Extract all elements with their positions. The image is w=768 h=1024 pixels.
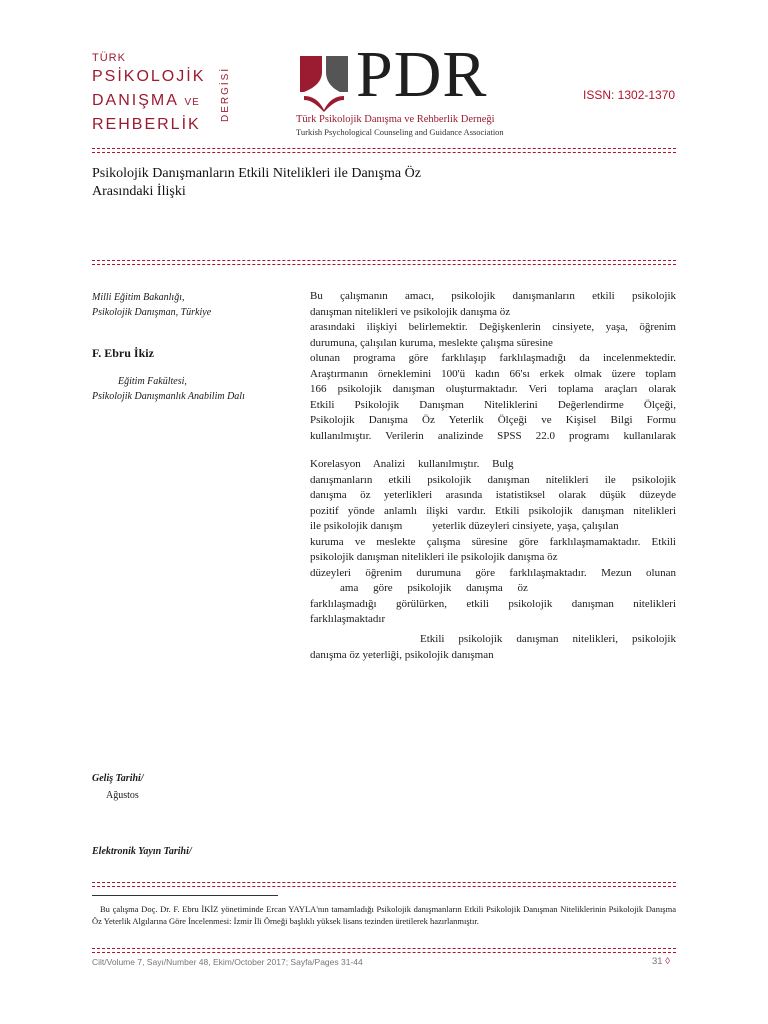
received-date-value: Ağustos	[106, 790, 139, 801]
keywords	[310, 632, 676, 663]
affiliation-2	[92, 374, 245, 404]
abstract-line: farklılaşmaktadır	[310, 613, 386, 625]
abstract-fragment: yeterlik düzeyleri cinsiyete, yaşa, çalışılan	[432, 520, 619, 532]
pdr-letters: PDR	[356, 38, 488, 111]
footnote-text: Bu çalışma Doç. Dr. F. Ebru İKİZ yönetiminde Ercan YAYLA'nın tamamladığı Psikolojik danışmanların Etkili Psikolojik Danışman Niteliklerinin Psikolojik Danışma Öz Yeterlik Algılarına Göre İncelenmesi: İzmir İli Örneği başlıklı yüksek lisans tezinden üretilerek hazırlanmıştır.	[92, 904, 676, 926]
footnote	[92, 903, 676, 927]
journal-logo-psikolojik: PSİKOLOJİK	[92, 68, 206, 85]
abstract-line: farklılaşmadığı görülürken, etkili psikolojik danışman nitelikleri	[310, 597, 676, 610]
title-divider	[92, 260, 676, 265]
diamond-icon: ◊	[665, 956, 670, 967]
journal-logo-danisma-word: DANIŞMA	[92, 92, 179, 109]
article-title-line2: Arasındaki İlişki	[92, 184, 186, 199]
journal-logo-turk: TÜRK	[92, 52, 126, 64]
journal-logo	[92, 52, 242, 142]
abstract-line: düzeyleri öğrenim durumuna göre farklılaşmaktadır. Mezun olunan	[310, 566, 676, 579]
association-name-tr: Türk Psikolojik Danışma ve Rehberlik Derneği	[296, 114, 495, 125]
abstract	[310, 289, 676, 444]
abstract-fragment: ile psikolojik danışm	[310, 520, 403, 532]
received-date-label: Geliş Tarihi/	[92, 773, 144, 784]
article-title-line1: Psikolojik Danışmanların Etkili Nitelikleri ile Danışma Öz	[92, 166, 421, 181]
abstract-line: Bu çalışmanın amacı, psikolojik danışmanların etkili psikolojik	[310, 290, 676, 302]
abstract-line: ama göre psikolojik danışma öz	[340, 582, 528, 594]
abstract-line: danışmanların etkili psikolojik danışman nitelikleri ile psikolojik	[310, 473, 676, 486]
article-title	[92, 165, 532, 201]
journal-logo-rehberlik: REHBERLİK	[92, 116, 201, 133]
footnote-rule	[92, 895, 278, 896]
abstract-line: durumuna, çalışılan kuruma, meslekte çalışma süresine	[310, 336, 553, 349]
affiliation-1	[92, 290, 211, 320]
pdr-emblem-icon	[296, 52, 352, 114]
page-number-value: 31	[652, 956, 663, 967]
abstract-line: pozitif yönde anlamlı ilişki vardır. Etkili psikolojik danışman nitelikleri	[310, 504, 676, 517]
abstract-line: Araştırmanın örneklemini 100'ü kadın 66'sı erkek olmak üzere toplam	[310, 367, 676, 380]
abstract-line: arasındaki ilişkiyi belirlemektir. Değişkenlerin cinsiyete, yaşa, öğrenim	[310, 321, 676, 333]
affiliation-1-line2: Psikolojik Danışman, Türkiye	[92, 307, 212, 318]
abstract-line	[310, 519, 676, 535]
published-date-label: Elektronik Yayın Tarihi/	[92, 846, 192, 857]
pdr-logo	[296, 38, 520, 142]
abstract-line: psikolojik danışman nitelikleri ile psikolojik danışma öz	[310, 551, 558, 563]
footnote-divider	[92, 882, 676, 887]
journal-logo-ve: VE	[184, 97, 200, 108]
issn: ISSN: 1302-1370	[583, 88, 676, 102]
keywords-line: Etkili psikolojik danışman nitelikleri, psikolojik	[420, 633, 676, 645]
journal-logo-dergisi: DERGİSİ	[220, 66, 231, 122]
abstract-line: Korelasyon Analizi kullanılmıştır. Bulg	[310, 458, 514, 470]
abstract-line: kullanılmıştır. Verilerin analizinde SPSS 22.0 programı kullanılarak	[310, 429, 676, 442]
affiliation-1-line1: Milli Eğitim Bakanlığı,	[92, 292, 185, 303]
page-number	[652, 956, 670, 967]
keywords-line: danışma öz yeterliği, psikolojik danışman	[310, 648, 494, 661]
abstract-line: Etkili Psikolojik Danışman Niteliklerini Değerlendirme Ölçeği,	[310, 398, 676, 411]
journal-logo-danisma	[92, 92, 200, 112]
affiliation-2-line1: Eğitim Fakültesi,	[118, 376, 187, 387]
abstract-line: kuruma ve meslekte çalışma süresine göre farklılaşmamaktadır. Etkili	[310, 535, 676, 548]
abstract-line: danışman nitelikleri ve psikolojik danışma öz	[310, 305, 511, 318]
abstract-findings	[310, 457, 676, 628]
header-divider	[92, 148, 676, 153]
association-name-en: Turkish Psychological Counseling and Guidance Association	[296, 127, 504, 137]
abstract-line: Psikolojik Danışma Öz Yeterlik Ölçeği ve Kişisel Bilgi Formu	[310, 414, 676, 426]
affiliation-2-line2: Psikolojik Danışmanlık Anabilim Dalı	[92, 391, 245, 402]
author-name: F. Ebru İkiz	[92, 346, 154, 360]
abstract-line: olunan programa göre farklılaşıp farklılaşmadığı da incelenmektedir.	[310, 352, 676, 364]
abstract-line: danışma öz yeterlikleri arasında istatistiksel olarak düşük düzeyde	[310, 489, 676, 501]
abstract-line: 166 psikolojik danışman oluşturmaktadır. Veri toplama araçları olarak	[310, 383, 676, 395]
footer-citation: Cilt/Volume 7, Sayı/Number 48, Ekim/October 2017; Sayfa/Pages 31-44	[92, 957, 363, 967]
footer-divider	[92, 948, 676, 953]
